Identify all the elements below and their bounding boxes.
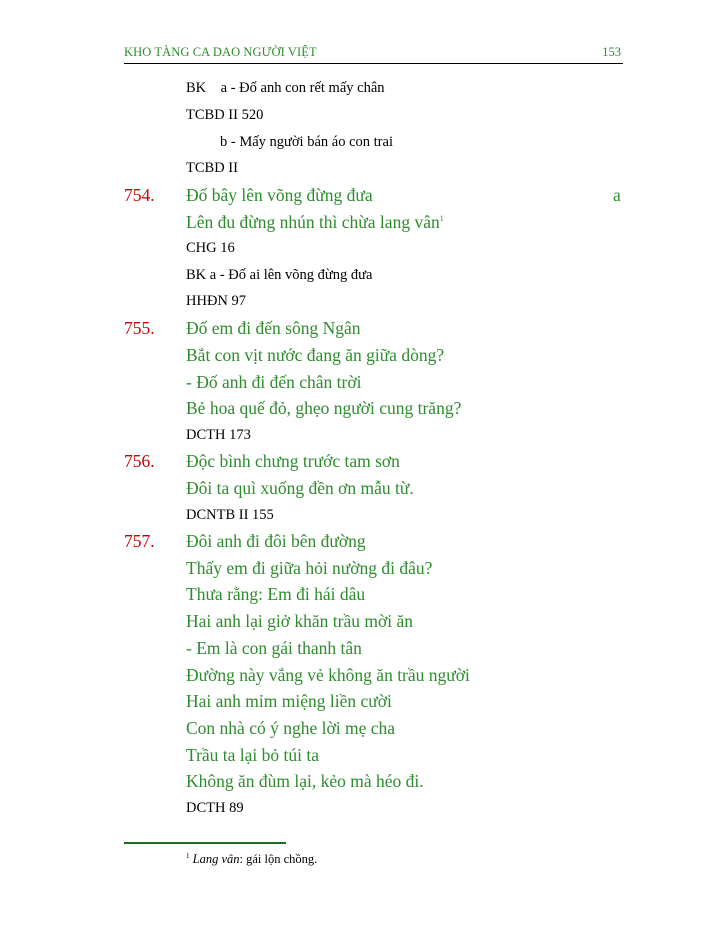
running-header [124,44,623,64]
footnote-ref[interactable]: 1 [439,214,444,224]
verse-line: Đố em đi đến sông Ngân [186,318,361,338]
variant-marker: a [613,185,621,205]
source-ref: DCTH 173 [186,427,251,443]
verse-line: Thấy em đi giữa hỏi nường đi đâu? [186,558,433,578]
ref-tcbd-2: TCBD II [186,160,238,176]
verse-line: Không ăn đùm lại, kẻo mà héo đi. [186,771,424,791]
source-ref: DCTH 89 [186,800,244,816]
verse-line [186,212,444,233]
book-title: KHO TÀNG CA DAO NGƯỜI VIỆT [124,45,317,59]
ref-tcbd-1: TCBD II 520 [186,107,264,123]
verse-line: - Em là con gái thanh tân [186,638,362,658]
verse-line: Bẻ hoa quế đỏ, ghẹo người cung trăng? [186,398,462,418]
entry-number: 754. [124,185,155,205]
verse-line: Thưa rằng: Em đi hái dâu [186,584,366,604]
verse-line: Hai anh mỉm miệng liền cười [186,691,392,711]
verse-line: Bắt con vịt nước đang ăn giữa dòng? [186,345,445,365]
source-ref: DCNTB II 155 [186,507,274,523]
footnote-text: : gái lộn chồng. [239,852,318,866]
bk-label: BK [186,80,207,96]
source-ref: CHG 16 [186,240,235,256]
footnote [186,852,317,867]
verse-line: - Đố anh đi đến chân trời [186,372,362,392]
entry-number: 755. [124,318,155,338]
footnote-mark: 1 [186,851,190,860]
footnote-term: Lang vân [192,852,240,866]
ref-b: b - Mấy người bán áo con trai [220,134,393,150]
verse-line: Đố bây lên võng đừng đưa [186,185,373,205]
verse-line: Trầu ta lại bỏ túi ta [186,745,320,765]
ref-bk-a [186,80,385,97]
verse-line: Hai anh lại giở khăn trầu mời ăn [186,611,413,631]
verse-line: Đôi ta quì xuống đền ơn mẫu từ. [186,478,414,498]
verse-line: Con nhà có ý nghe lời mẹ cha [186,718,395,738]
verse-text: Lên đu đừng nhún thì chừa lang vân [186,212,440,232]
source-ref: BK a - Đố ai lên võng đừng đưa [186,267,373,283]
footnote-separator [124,842,286,844]
verse-line: Độc bình chưng trước tam sơn [186,451,400,471]
entry-number: 756. [124,451,155,471]
source-ref: HHĐN 97 [186,293,247,309]
page-number: 153 [602,45,621,59]
verse-line: Đôi anh đi đôi bên đường [186,531,366,551]
verse-line: Đường này vắng vẻ không ăn trầu người [186,665,470,685]
entry-number: 757. [124,531,155,551]
bk-a-text: a - Đố anh con rết mấy chân [220,80,385,96]
